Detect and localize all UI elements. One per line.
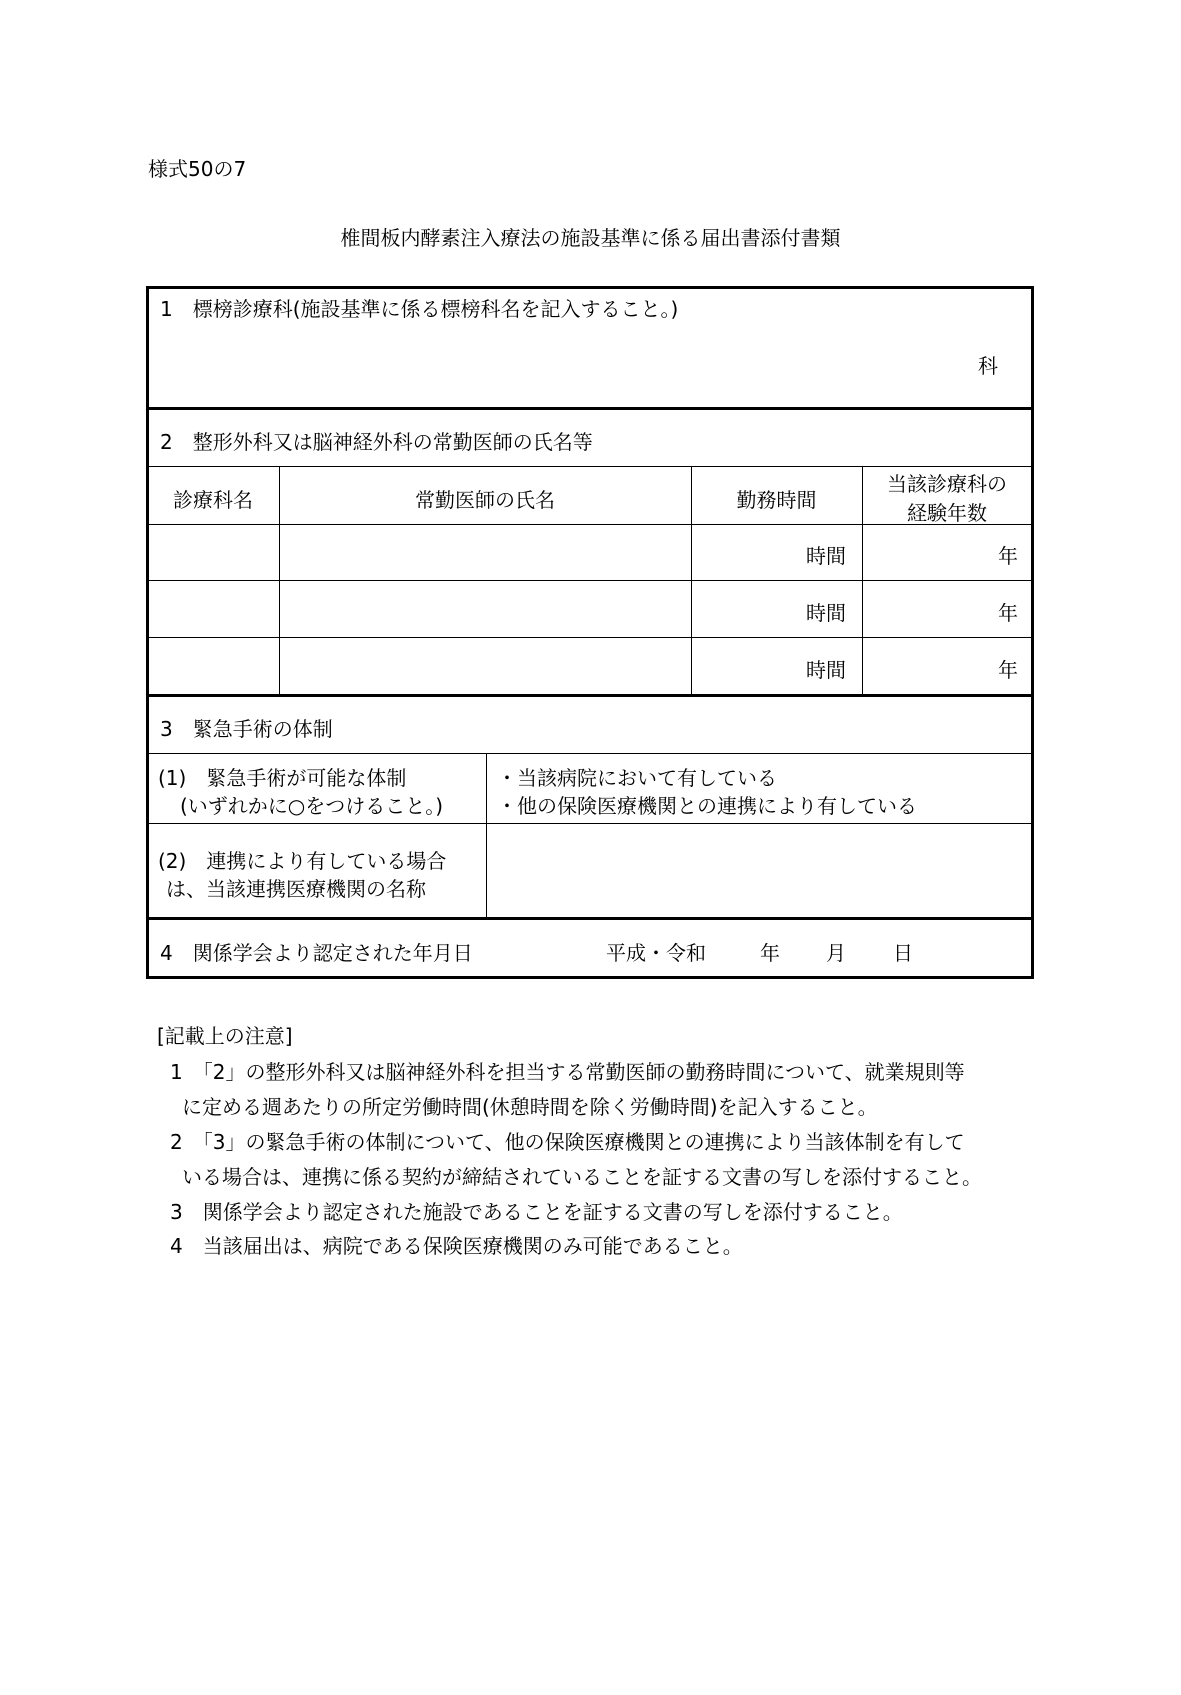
year-label: 年 xyxy=(760,941,780,965)
hours-unit: 時間 xyxy=(806,544,846,568)
section4-heading: 4 関係学会より認定された年月日 xyxy=(160,941,473,965)
column-header-department: 診療科名 xyxy=(173,488,253,512)
note-line: に定める週あたりの所定労働時間(休憩時間を除く労働時間)を記入すること。 xyxy=(182,1095,878,1119)
column-header-experience-line2: 経験年数 xyxy=(907,501,987,525)
item1-label-line2: (いずれかに○をつけること。) xyxy=(180,794,444,818)
era-label: 平成・令和 xyxy=(606,941,706,965)
years-unit: 年 xyxy=(998,601,1018,625)
department-suffix: 科 xyxy=(978,354,998,378)
note-line: 1 「2」の整形外科又は脳神経外科を担当する常勤医師の勤務時間について、就業規則等 xyxy=(170,1060,965,1084)
note-line: 2 「3」の緊急手術の体制について、他の保険医療機関との連携により当該体制を有して xyxy=(170,1130,965,1154)
section1-heading: 1 標榜診療科(施設基準に係る標榜科名を記入すること。) xyxy=(160,297,679,321)
column-header-work-hours: 勤務時間 xyxy=(736,488,817,512)
form-number: 様式50の7 xyxy=(148,157,247,181)
years-unit: 年 xyxy=(998,544,1018,568)
month-label: 月 xyxy=(826,941,846,965)
notes-heading: [記載上の注意] xyxy=(157,1024,293,1048)
page-title: 椎間板内酵素注入療法の施設基準に係る届出書添付書類 xyxy=(340,226,841,250)
column-header-experience-line1: 当該診療科の xyxy=(887,472,1007,496)
item2-label-line1: (2) 連携により有している場合 xyxy=(158,849,447,873)
hours-unit: 時間 xyxy=(806,601,846,625)
note-line: 3 関係学会より認定された施設であることを証する文書の写しを添付すること。 xyxy=(170,1200,903,1224)
day-label: 日 xyxy=(893,941,913,965)
option-partner-institution: ・他の保険医療機関との連携により有している xyxy=(497,794,917,818)
note-line: いる場合は、連携に係る契約が締結されていることを証する文書の写しを添付すること。 xyxy=(182,1165,982,1189)
item1-label-line1: (1) 緊急手術が可能な体制 xyxy=(158,766,407,790)
note-line: 4 当該届出は、病院である保険医療機関のみ可能であること。 xyxy=(170,1234,743,1258)
column-header-doctor-name: 常勤医師の氏名 xyxy=(415,488,555,512)
section2-heading: 2 整形外科又は脳神経外科の常勤医師の氏名等 xyxy=(160,430,593,454)
section3-heading: 3 緊急手術の体制 xyxy=(160,717,333,741)
item2-label-line2: は、当該連携医療機関の名称 xyxy=(166,877,426,901)
hours-unit: 時間 xyxy=(806,658,846,682)
years-unit: 年 xyxy=(998,658,1018,682)
option-own-hospital: ・当該病院において有している xyxy=(497,766,777,790)
